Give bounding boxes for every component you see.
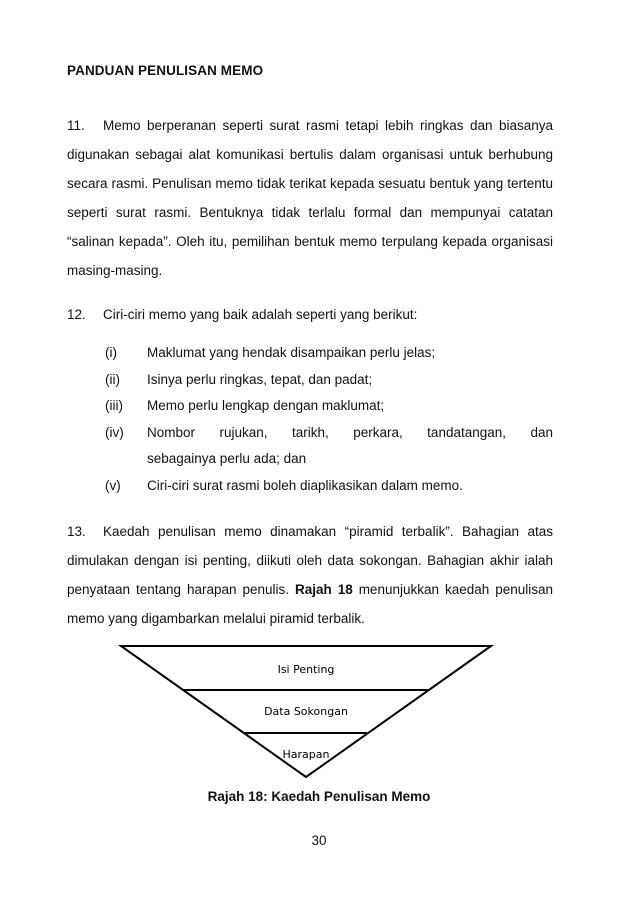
page-title: PANDUAN PENULISAN MEMO xyxy=(67,63,264,78)
paragraph-number: 11. xyxy=(67,118,85,133)
criteria-list xyxy=(105,340,553,499)
list-text: Isinya perlu ringkas, tepat, dan padat; xyxy=(147,371,373,387)
paragraph-13 xyxy=(67,517,553,633)
list-numeral: (iv) xyxy=(105,424,124,440)
list-numeral: (v) xyxy=(105,477,121,493)
pyramid-level-middle: Data Sokongan xyxy=(264,705,348,718)
inverted-pyramid-diagram xyxy=(118,643,494,781)
list-text: Nombor rujukan, tarikh, perkara, tandatangan, dan xyxy=(147,424,553,440)
list-numeral: (ii) xyxy=(105,371,120,387)
list-item xyxy=(105,340,553,367)
paragraph-number: 12. xyxy=(67,307,86,322)
paragraph-12 xyxy=(67,300,553,329)
figure-reference: Rajah 18 xyxy=(295,582,353,597)
paragraph-text: Memo berperanan seperti surat rasmi tetapi lebih ringkas dan biasanya digunakan sebagai alat komunikasi bertulis dalam organisasi untuk berhubung secara rasmi. Penulisan memo tidak terikat kepada sesuatu bentuk yang tertentu seperti surat rasmi. Bentuknya tidak terlalu formal dan mempunyai catatan “salinan kepada”. Oleh itu, pemilihan bentuk memo terpulang kepada organisasi masing-masing. xyxy=(67,118,553,278)
list-text: Memo perlu lengkap dengan maklumat; xyxy=(147,398,385,413)
list-text: Maklumat yang hendak disampaikan perlu jelas; xyxy=(147,345,436,360)
paragraph-text: Kaedah penulisan memo dinamakan “piramid terbalik”. Bahagian atas dimulakan dengan isi penting, diikuti oleh data sokongan. Bahagian akhir ialah penyataan tentang harapan penulis. xyxy=(67,524,553,597)
list-numeral: (iii) xyxy=(105,398,123,413)
page-number: 30 xyxy=(311,833,327,848)
list-text: Ciri-ciri surat rasmi boleh diaplikasikan dalam memo. xyxy=(147,477,463,493)
paragraph-text: Ciri-ciri memo yang baik adalah seperti yang berikut: xyxy=(103,307,418,322)
list-text: sebagainya perlu ada; dan xyxy=(147,451,307,466)
paragraph-number: 13. xyxy=(67,524,86,539)
paragraph-11 xyxy=(67,111,553,285)
pyramid-level-bottom: Harapan xyxy=(282,748,330,761)
figure-caption: Rajah 18: Kaedah Penulisan Memo xyxy=(207,789,431,804)
list-item xyxy=(105,420,553,473)
list-numeral: (i) xyxy=(105,345,117,360)
list-item xyxy=(105,473,553,500)
list-item xyxy=(105,367,553,394)
list-item xyxy=(105,393,553,420)
pyramid-level-top: Isi Penting xyxy=(277,663,335,676)
paragraph-text: menunjukkan kaedah penulisan memo yang digambarkan melalui piramid terbalik. xyxy=(67,582,553,626)
